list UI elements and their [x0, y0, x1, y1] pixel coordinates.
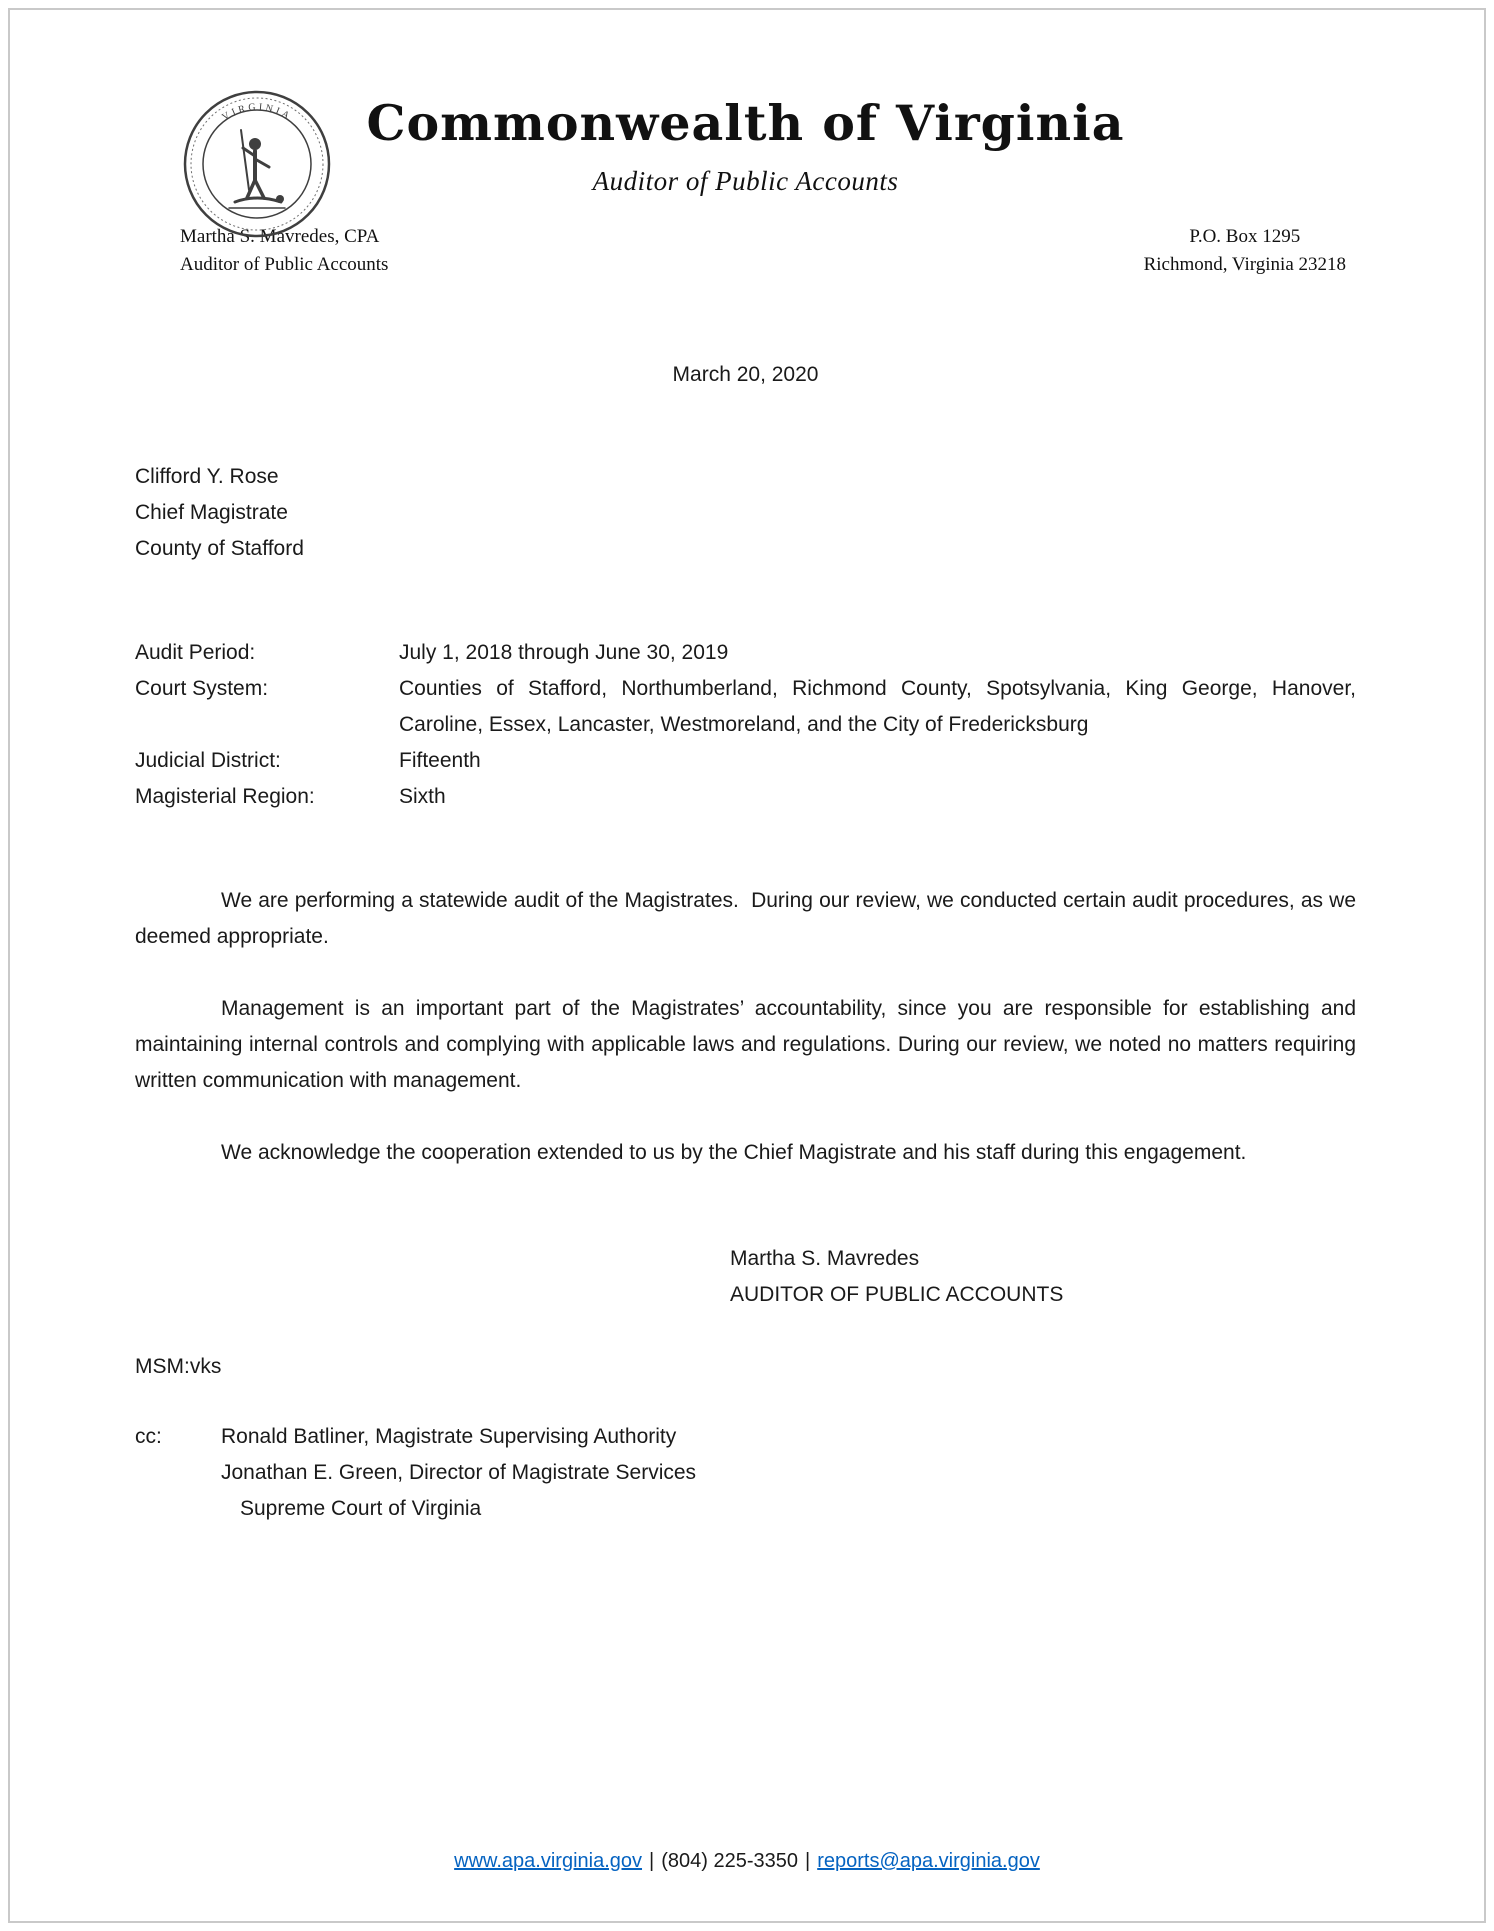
signature-title: AUDITOR OF PUBLIC ACCOUNTS [730, 1283, 1064, 1306]
detail-label: Magisterial Region: [135, 785, 315, 808]
cc-lines [221, 1419, 696, 1527]
detail-value: Counties of Stafford, Northumberland, Richmond County, Spotsylvania, King George, Hanover, Caroline, Essex, Lancaster, Westmoreland, and the City of Fredericksburg [399, 677, 1356, 736]
recipient-title: Chief Magistrate [135, 501, 288, 524]
recipient-locality: County of Stafford [135, 537, 304, 560]
detail-value: Fifteenth [399, 749, 481, 772]
paragraph: Management is an important part of the Magistrates’ accountability, since you are responsible for establishing and maintaining internal controls and complying with applicable laws and regulations. During our review, we noted no matters requiring written communication with management. [135, 997, 1356, 1092]
cc-block [135, 1419, 1356, 1527]
footer-separator: | [649, 1850, 655, 1872]
svg-text:VIRGINIA [220, 102, 294, 123]
detail-label: Audit Period: [135, 641, 256, 664]
detail-label: Judicial District: [135, 749, 281, 772]
cc-line: Supreme Court of Virginia [240, 1497, 482, 1520]
seal-arc-text: VIRGINIA [220, 101, 294, 124]
detail-value: July 1, 2018 through June 30, 2019 [399, 641, 729, 664]
letterhead-title: Commonwealth of Virginia [366, 94, 1125, 152]
detail-value: Sixth [399, 785, 446, 808]
letter-date: March 20, 2020 [672, 363, 819, 386]
auditor-name: Martha S. Mavredes, CPA [180, 226, 380, 247]
detail-label: Court System: [135, 677, 269, 700]
detail-row-magisterial-region [135, 779, 1356, 815]
letter-footer [0, 1850, 1494, 1873]
letterhead [135, 88, 1356, 279]
signature-name: Martha S. Mavredes [730, 1247, 920, 1270]
recipient-name: Clifford Y. Rose [135, 465, 279, 488]
po-box: P.O. Box 1295 [1189, 226, 1301, 247]
letterhead-address-block [1144, 223, 1356, 279]
virginia-state-seal-icon [181, 88, 333, 240]
cc-line: Jonathan E. Green, Director of Magistrate Services [221, 1461, 697, 1484]
detail-row-court-system [135, 671, 1356, 743]
email-link[interactable]: reports@apa.virginia.gov [817, 1850, 1040, 1872]
letter-body [135, 883, 1356, 1171]
footer-separator: | [805, 1850, 811, 1872]
paragraph: We acknowledge the cooperation extended to us by the Chief Magistrate and his staff during this engagement. [221, 1141, 1247, 1164]
cc-line: Ronald Batliner, Magistrate Supervising Authority [221, 1425, 677, 1448]
paragraph: We are performing a statewide audit of the Magistrates. During our review, we conducted certain audit procedures, as we deemed appropriate. [135, 889, 1356, 948]
detail-row-judicial-district [135, 743, 1356, 779]
signature-block [730, 1241, 1356, 1313]
recipient-block [135, 459, 1356, 567]
reference-initials: MSM:vks [135, 1355, 222, 1378]
detail-row-audit-period [135, 635, 1356, 671]
auditor-title: Auditor of Public Accounts [180, 254, 389, 275]
audit-details [135, 635, 1356, 815]
city-state-zip: Richmond, Virginia 23218 [1143, 254, 1346, 275]
cc-label: cc: [135, 1425, 162, 1448]
website-link[interactable]: www.apa.virginia.gov [454, 1850, 643, 1872]
letterhead-subtitle: Auditor of Public Accounts [592, 166, 899, 196]
phone-number: (804) 225-3350 [661, 1850, 798, 1872]
